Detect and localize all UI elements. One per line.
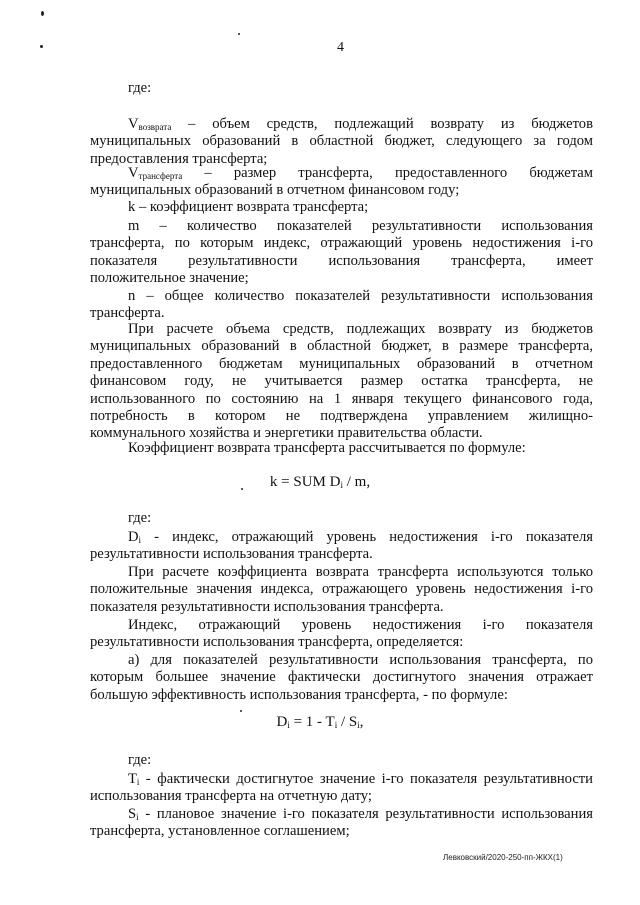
paragraph-item-a	[90, 652, 593, 704]
line	[90, 165, 593, 182]
page-number: 4	[337, 40, 344, 55]
line: муниципальных образований в областной бюджет, следующего за годом	[90, 133, 593, 150]
line: положительное значение;	[90, 270, 249, 287]
scan-speck	[40, 45, 43, 48]
symbol: V	[128, 116, 139, 132]
line: трансферта, по которым индекс, отражающий уровень недостижения i-го	[90, 235, 593, 252]
symbol: D	[128, 529, 139, 545]
line: использованного по состоянию на 1 января текущего финансового года,	[90, 390, 593, 407]
formula-subscript: i	[334, 720, 338, 730]
symbol-subscript: i	[136, 777, 140, 787]
line: положительные значения индекса, отражающего уровень недостижения i-го	[90, 581, 593, 598]
line: показателя результативности использования трансферта, имеет	[90, 252, 593, 269]
formula-text: / S	[337, 714, 358, 730]
scan-speck	[240, 710, 242, 712]
definition-v-vozvrata	[90, 116, 593, 168]
line-text: - плановое значение i-го показателя результативности использования	[138, 806, 593, 822]
line: При расчете коэффициента возврата трансферта используются только	[128, 564, 593, 580]
line: n – общее количество показателей результативности использования	[128, 288, 593, 304]
line	[90, 116, 593, 133]
formula-text: k = SUM D	[269, 474, 341, 490]
line: муниципальных образований в отчетном финансовом году;	[90, 182, 460, 199]
definition-ti	[90, 771, 593, 806]
line: которым большее значение фактически достигнутого значения отражает	[90, 669, 593, 686]
line: предоставления трансферта;	[90, 150, 268, 167]
line: муниципальных образований в областной бюджет, в размере трансферта,	[90, 338, 593, 355]
line: потребность в котором не подтверждена управлением жилищно-	[90, 408, 593, 425]
gde-text: где:	[128, 80, 152, 96]
scan-speck	[41, 11, 44, 16]
formula-text: D	[276, 714, 288, 730]
gde-text: где:	[128, 752, 152, 768]
line: финансовом году, не учитывается размер остатка трансферта, не	[90, 373, 593, 390]
definition-di	[90, 529, 593, 564]
line	[90, 806, 593, 823]
paragraph-index	[90, 617, 593, 652]
formula-subscript: i	[340, 480, 343, 490]
scan-speck	[238, 33, 240, 35]
symbol: V	[128, 165, 139, 181]
formula-text: / m,	[342, 474, 371, 490]
line	[90, 771, 593, 788]
line	[90, 529, 593, 546]
formula-text: ,	[359, 714, 364, 730]
formula-di	[0, 713, 640, 733]
paragraph-positive-values	[90, 564, 593, 616]
line-text: - индекс, отражающий уровень недостижения i-го показателя	[141, 529, 593, 545]
line-text: - фактически достигнутое значение i-го показателя результативности	[139, 771, 593, 787]
line: предоставленного бюджетам муниципальных образований в отчетном	[90, 355, 593, 372]
gde-label	[90, 752, 593, 769]
symbol: T	[128, 771, 137, 787]
line: Индекс, отражающий уровень недостижения i-го показателя	[128, 617, 593, 633]
line: коммунального хозяйства и энергетики правительства области.	[90, 425, 483, 442]
line: показателя результативности использования трансферта.	[90, 598, 444, 615]
line-text: – объем средств, подлежащий возврату из бюджетов	[171, 116, 593, 132]
formula-text: = 1 - T	[289, 714, 335, 730]
line: а) для показателей результативности использования трансферта, по	[128, 652, 593, 668]
gde-label	[90, 80, 593, 97]
line: результативности использования трансферта, определяется:	[90, 634, 464, 651]
line: k – коэффициент возврата трансферта;	[128, 199, 369, 215]
definition-v-transferta	[90, 165, 593, 200]
line: При расчете объема средств, подлежащих возврату из бюджетов	[128, 321, 593, 337]
definition-si	[90, 806, 593, 841]
symbol-subscript: трансферта	[138, 171, 183, 181]
formula-subscript: i	[357, 720, 360, 730]
definition-m	[90, 218, 593, 288]
paragraph-calculation	[90, 321, 593, 443]
gde-label	[90, 510, 593, 527]
document-footer: Левковский/2020-250-пп-ЖКХ(1)	[443, 853, 563, 862]
line: результативности использования трансферта.	[90, 546, 373, 563]
formula-subscript: i	[287, 720, 290, 730]
line: большую эффективность использования трансферта, - по формуле:	[90, 686, 508, 703]
paragraph-coefficient	[90, 440, 593, 457]
line: использования трансферта на отчетную дату;	[90, 788, 372, 805]
symbol: S	[128, 806, 137, 822]
formula-k	[0, 473, 640, 493]
line: трансферта.	[90, 305, 165, 322]
symbol-subscript: возврата	[138, 122, 172, 132]
line: m – количество показателей результативности использования	[128, 218, 593, 234]
symbol-subscript: i	[138, 535, 142, 545]
line: трансферта, установленное соглашением;	[90, 823, 350, 840]
gde-text: где:	[128, 510, 152, 526]
definition-n	[90, 288, 593, 323]
line: Коэффициент возврата трансферта рассчитывается по формуле:	[128, 440, 526, 456]
symbol-subscript: i	[136, 812, 139, 822]
line-text: – размер трансферта, предоставленного бюджетам	[182, 165, 593, 181]
definition-k	[90, 199, 593, 216]
